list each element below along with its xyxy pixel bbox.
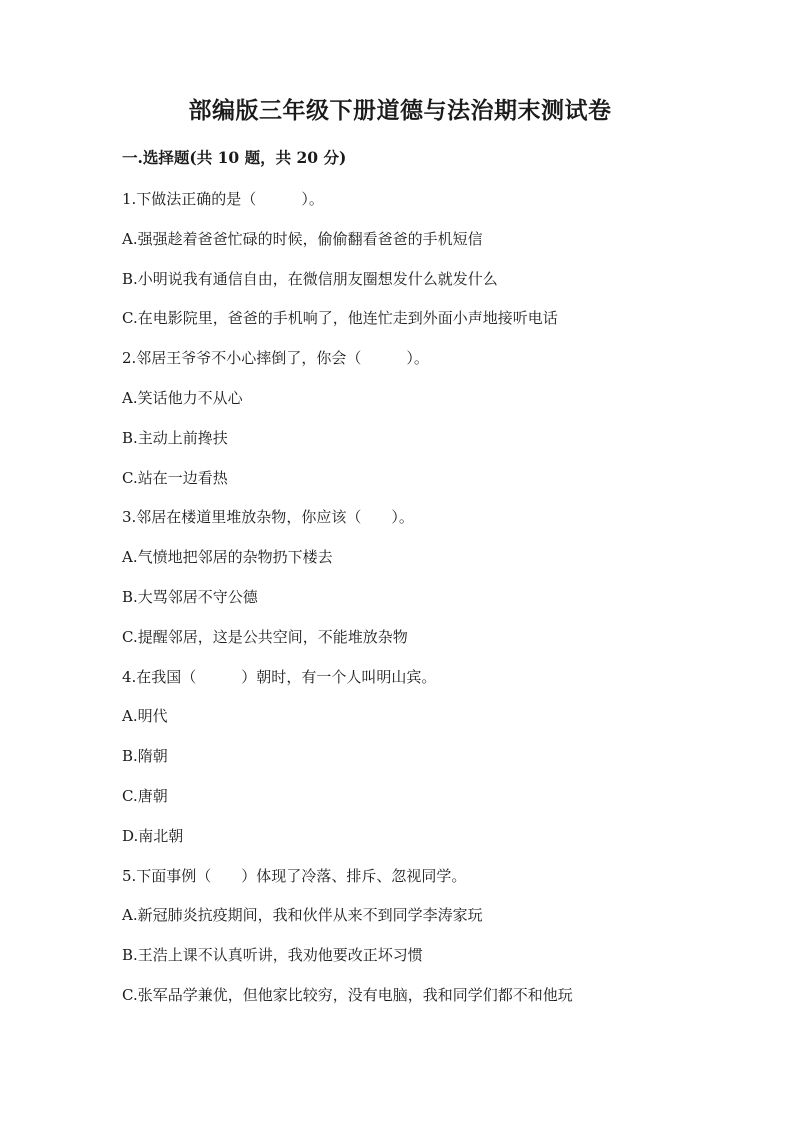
question-5-option-c: C.张军品学兼优，但他家比较穷，没有电脑，我和同学们都不和他玩 — [122, 985, 573, 1004]
question-4-option-b: B.隋朝 — [122, 747, 168, 766]
question-2-option-b: B.主动上前搀扶 — [122, 428, 228, 447]
question-4-option-a: A.明代 — [122, 707, 168, 726]
question-5-stem: 5.下面事例（ ）体现了冷落、排斥、忽视同学。 — [122, 866, 467, 885]
question-3-option-c: C.提醒邻居，这是公共空间，不能堆放杂物 — [122, 627, 408, 646]
question-2-option-a: A.笑话他力不从心 — [122, 388, 243, 407]
question-4-option-c: C.唐朝 — [122, 786, 168, 805]
question-2-stem: 2.邻居王爷爷不小心摔倒了，你会（ ）。 — [122, 349, 429, 368]
question-list — [122, 187, 742, 1023]
question-1-stem: 1.下做法正确的是（ ）。 — [122, 190, 324, 208]
section-heading: 一.选择题(共 10 题，共 20 分) — [122, 148, 347, 167]
question-1-option-c: C.在电影院里，爸爸的手机响了，他连忙走到外面小声地接听电话 — [122, 309, 558, 328]
question-4-stem: 4.在我国（ ）朝时，有一个人叫明山宾。 — [122, 667, 437, 686]
question-5-option-a: A.新冠肺炎抗疫期间，我和伙伴从来不到同学李涛家玩 — [122, 906, 483, 925]
question-3-option-b: B.大骂邻居不守公德 — [122, 587, 258, 606]
question-1-option-a: A.强强趁着爸爸忙碌的时候，偷偷翻看爸爸的手机短信 — [122, 229, 483, 248]
question-4-option-d: D.南北朝 — [122, 826, 184, 845]
exam-title: 部编版三年级下册道德与法治期末测试卷 — [188, 97, 612, 124]
question-5-option-b: B.王浩上课不认真听讲，我劝他要改正坏习惯 — [122, 946, 423, 965]
question-1-option-b: B.小明说我有通信自由，在微信朋友圈想发什么就发什么 — [122, 269, 498, 288]
question-3-stem: 3.邻居在楼道里堆放杂物，你应该（ ）。 — [122, 508, 414, 527]
question-3-option-a: A.气愤地把邻居的杂物扔下楼去 — [122, 548, 333, 567]
question-2-option-c: C.站在一边看热 — [122, 468, 228, 487]
